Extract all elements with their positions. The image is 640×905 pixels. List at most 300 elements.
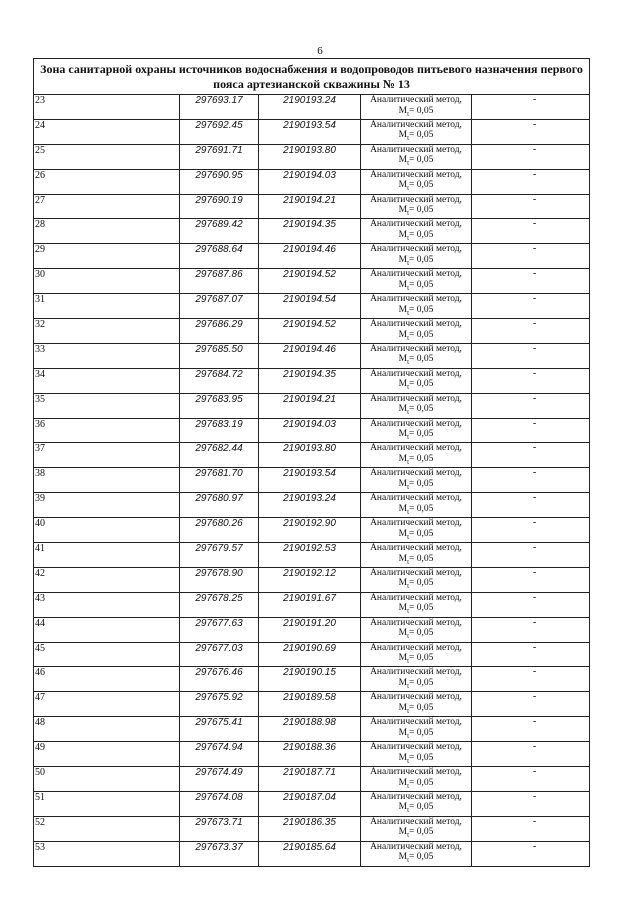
note-cell: - (472, 393, 590, 418)
note-cell: - (472, 269, 590, 294)
table-row (34, 692, 590, 717)
table-row (34, 95, 590, 120)
point-number: 32 (34, 319, 180, 344)
point-number: 52 (34, 816, 180, 841)
table-row (34, 493, 590, 518)
point-number: 38 (34, 468, 180, 493)
table-row (34, 518, 590, 543)
coordinates-table (33, 58, 590, 867)
method-line2 (361, 802, 471, 815)
method-accuracy-symbol: M (398, 229, 408, 240)
method-line1: Аналитический метод, (370, 368, 462, 379)
coordinate-x: 297680.26 (180, 518, 259, 543)
method-cell (361, 667, 472, 692)
method-accuracy-symbol: M (398, 752, 408, 763)
table-row (34, 592, 590, 617)
method-line2 (361, 106, 471, 119)
method-line2 (361, 703, 471, 716)
table-row (34, 418, 590, 443)
point-number: 28 (34, 219, 180, 244)
table-row (34, 194, 590, 219)
method-line1: Аналитический метод, (370, 393, 462, 404)
point-number: 42 (34, 567, 180, 592)
method-line2 (361, 852, 471, 865)
coordinate-y: 2190190.15 (259, 667, 361, 692)
method-cell (361, 493, 472, 518)
method-cell (361, 269, 472, 294)
note-cell: - (472, 493, 590, 518)
note-cell: - (472, 791, 590, 816)
method-cell (361, 368, 472, 393)
method-accuracy-value: = 0,05 (409, 304, 434, 315)
point-number: 26 (34, 169, 180, 194)
method-accuracy-symbol: M (398, 503, 408, 514)
method-line1: Аналитический метод, (370, 144, 462, 155)
method-accuracy-value: = 0,05 (409, 180, 434, 191)
coordinate-y: 2190188.98 (259, 717, 361, 742)
coordinate-y: 2190191.20 (259, 617, 361, 642)
note-cell: - (472, 294, 590, 319)
method-line1: Аналитический метод, (370, 219, 462, 230)
table-row (34, 219, 590, 244)
method-line2 (361, 578, 471, 591)
coordinate-x: 297683.19 (180, 418, 259, 443)
coordinate-x: 297674.08 (180, 791, 259, 816)
table-row (34, 319, 590, 344)
method-cell (361, 95, 472, 120)
coordinate-x: 297681.70 (180, 468, 259, 493)
table-row (34, 269, 590, 294)
method-cell (361, 791, 472, 816)
method-accuracy-value: = 0,05 (409, 105, 434, 116)
method-line1: Аналитический метод, (370, 294, 462, 305)
method-accuracy-symbol: M (398, 852, 408, 863)
method-accuracy-value: = 0,05 (409, 478, 434, 489)
table-row (34, 567, 590, 592)
table-row (34, 343, 590, 368)
method-line1: Аналитический метод, (370, 319, 462, 330)
table-row (34, 244, 590, 269)
point-number: 31 (34, 294, 180, 319)
method-accuracy-symbol: M (398, 802, 408, 813)
method-accuracy-symbol: M (398, 180, 408, 191)
method-accuracy-subscript: t (407, 582, 410, 591)
coordinate-x: 297693.17 (180, 95, 259, 120)
table-row (34, 294, 590, 319)
point-number: 33 (34, 343, 180, 368)
note-cell: - (472, 95, 590, 120)
note-cell: - (472, 219, 590, 244)
note-cell: - (472, 567, 590, 592)
method-accuracy-value: = 0,05 (409, 852, 434, 863)
method-accuracy-subscript: t (407, 607, 410, 616)
coordinate-x: 297679.57 (180, 543, 259, 568)
method-line1: Аналитический метод, (370, 343, 462, 354)
method-accuracy-symbol: M (398, 727, 408, 738)
method-line2 (361, 280, 471, 293)
method-line2 (361, 554, 471, 567)
table-row (34, 816, 590, 841)
method-line1: Аналитический метод, (370, 244, 462, 255)
coordinate-x: 297689.42 (180, 219, 259, 244)
coordinate-y: 2190192.12 (259, 567, 361, 592)
coordinate-y: 2190194.03 (259, 418, 361, 443)
method-line2 (361, 479, 471, 492)
method-accuracy-value: = 0,05 (409, 354, 434, 365)
coordinate-y: 2190193.54 (259, 119, 361, 144)
coordinate-x: 297678.25 (180, 592, 259, 617)
method-line2 (361, 653, 471, 666)
coordinate-y: 2190194.21 (259, 393, 361, 418)
coordinate-y: 2190194.52 (259, 269, 361, 294)
method-accuracy-value: = 0,05 (409, 603, 434, 614)
method-accuracy-symbol: M (398, 304, 408, 315)
method-accuracy-symbol: M (398, 653, 408, 664)
point-number: 35 (34, 393, 180, 418)
point-number: 44 (34, 617, 180, 642)
point-number: 49 (34, 742, 180, 767)
coordinate-y: 2190185.64 (259, 841, 361, 866)
method-cell (361, 567, 472, 592)
method-accuracy-value: = 0,05 (409, 578, 434, 589)
method-accuracy-symbol: M (398, 677, 408, 688)
method-accuracy-value: = 0,05 (409, 229, 434, 240)
note-cell: - (472, 244, 590, 269)
note-cell: - (472, 592, 590, 617)
table-row (34, 791, 590, 816)
method-cell (361, 841, 472, 866)
coordinate-x: 297687.86 (180, 269, 259, 294)
method-accuracy-symbol: M (398, 429, 408, 440)
method-accuracy-symbol: M (398, 329, 408, 340)
note-cell: - (472, 717, 590, 742)
table-row (34, 368, 590, 393)
point-number: 40 (34, 518, 180, 543)
coordinate-y: 2190194.21 (259, 194, 361, 219)
method-line1: Аналитический метод, (370, 692, 462, 703)
method-cell (361, 767, 472, 792)
method-accuracy-value: = 0,05 (409, 653, 434, 664)
method-line1: Аналитический метод, (370, 841, 462, 852)
coordinate-x: 297675.41 (180, 717, 259, 742)
method-accuracy-symbol: M (398, 155, 408, 166)
coordinate-x: 297680.97 (180, 493, 259, 518)
coordinate-y: 2190192.90 (259, 518, 361, 543)
method-accuracy-symbol: M (398, 205, 408, 216)
table-row (34, 169, 590, 194)
method-line1: Аналитический метод, (370, 742, 462, 753)
method-line1: Аналитический метод, (370, 95, 462, 105)
coordinate-y: 2190186.35 (259, 816, 361, 841)
method-line2 (361, 603, 471, 616)
method-line2 (361, 753, 471, 766)
method-accuracy-subscript: t (407, 134, 410, 143)
method-accuracy-value: = 0,05 (409, 205, 434, 216)
method-line1: Аналитический метод, (370, 667, 462, 678)
method-accuracy-subscript: t (407, 482, 410, 491)
coordinate-x: 297677.63 (180, 617, 259, 642)
method-accuracy-subscript: t (407, 731, 410, 740)
method-accuracy-subscript: t (407, 856, 410, 865)
coordinate-x: 297677.03 (180, 642, 259, 667)
coordinate-x: 297688.64 (180, 244, 259, 269)
method-accuracy-value: = 0,05 (409, 827, 434, 838)
method-line2 (361, 728, 471, 741)
method-accuracy-subscript: t (407, 333, 410, 342)
table-title: Зона санитарной охраны источников водоснабжения и водопроводов питьевого назначения первого пояса артезианской скважины № 13 (34, 59, 590, 95)
method-accuracy-value: = 0,05 (409, 254, 434, 265)
method-cell (361, 343, 472, 368)
method-cell (361, 144, 472, 169)
method-line1: Аналитический метод, (370, 269, 462, 280)
method-accuracy-value: = 0,05 (409, 777, 434, 788)
coordinate-x: 297692.45 (180, 119, 259, 144)
method-accuracy-value: = 0,05 (409, 503, 434, 514)
method-line1: Аналитический метод, (370, 767, 462, 778)
method-accuracy-value: = 0,05 (409, 379, 434, 390)
method-line1: Аналитический метод, (370, 169, 462, 180)
method-line1: Аналитический метод, (370, 543, 462, 554)
point-number: 34 (34, 368, 180, 393)
method-line2 (361, 354, 471, 367)
note-cell: - (472, 343, 590, 368)
method-cell (361, 119, 472, 144)
method-line2 (361, 429, 471, 442)
method-line2 (361, 529, 471, 542)
coordinate-x: 297683.95 (180, 393, 259, 418)
method-accuracy-value: = 0,05 (409, 453, 434, 464)
method-accuracy-subscript: t (407, 507, 410, 516)
coordinate-y: 2190194.03 (259, 169, 361, 194)
method-line2 (361, 305, 471, 318)
method-accuracy-subscript: t (407, 706, 410, 715)
method-accuracy-value: = 0,05 (409, 727, 434, 738)
method-line2 (361, 155, 471, 168)
point-number: 41 (34, 543, 180, 568)
point-number: 51 (34, 791, 180, 816)
point-number: 53 (34, 841, 180, 866)
method-line1: Аналитический метод, (370, 567, 462, 578)
note-cell: - (472, 119, 590, 144)
method-line1: Аналитический метод, (370, 493, 462, 504)
coordinate-x: 297678.90 (180, 567, 259, 592)
note-cell: - (472, 667, 590, 692)
method-accuracy-subscript: t (407, 756, 410, 765)
table-row (34, 667, 590, 692)
method-line2 (361, 454, 471, 467)
method-accuracy-symbol: M (398, 553, 408, 564)
method-accuracy-subscript: t (407, 283, 410, 292)
note-cell: - (472, 543, 590, 568)
method-line1: Аналитический метод, (370, 443, 462, 454)
point-number: 29 (34, 244, 180, 269)
method-accuracy-symbol: M (398, 279, 408, 290)
method-accuracy-subscript: t (407, 184, 410, 193)
method-line2 (361, 628, 471, 641)
coordinate-y: 2190193.24 (259, 95, 361, 120)
method-line1: Аналитический метод, (370, 468, 462, 479)
method-cell (361, 642, 472, 667)
method-accuracy-subscript: t (407, 233, 410, 242)
coordinate-y: 2190187.71 (259, 767, 361, 792)
method-accuracy-symbol: M (398, 603, 408, 614)
method-accuracy-value: = 0,05 (409, 702, 434, 713)
method-line1: Аналитический метод, (370, 717, 462, 728)
method-line1: Аналитический метод, (370, 194, 462, 205)
table-row (34, 543, 590, 568)
method-cell (361, 742, 472, 767)
method-cell (361, 543, 472, 568)
method-accuracy-subscript: t (407, 432, 410, 441)
note-cell: - (472, 443, 590, 468)
point-number: 46 (34, 667, 180, 692)
table-row (34, 767, 590, 792)
method-cell (361, 617, 472, 642)
method-line1: Аналитический метод, (370, 518, 462, 529)
method-accuracy-symbol: M (398, 702, 408, 713)
note-cell: - (472, 692, 590, 717)
method-accuracy-value: = 0,05 (409, 429, 434, 440)
note-cell: - (472, 144, 590, 169)
coordinate-x: 297674.94 (180, 742, 259, 767)
method-accuracy-subscript: t (407, 109, 410, 118)
method-accuracy-value: = 0,05 (409, 677, 434, 688)
note-cell: - (472, 767, 590, 792)
method-cell (361, 443, 472, 468)
method-accuracy-symbol: M (398, 404, 408, 415)
method-cell (361, 717, 472, 742)
table-row (34, 393, 590, 418)
method-accuracy-subscript: t (407, 383, 410, 392)
note-cell: - (472, 742, 590, 767)
method-accuracy-subscript: t (407, 159, 410, 168)
method-line2 (361, 404, 471, 417)
method-accuracy-symbol: M (398, 628, 408, 639)
point-number: 39 (34, 493, 180, 518)
method-accuracy-value: = 0,05 (409, 553, 434, 564)
coordinate-y: 2190194.52 (259, 319, 361, 344)
method-line2 (361, 379, 471, 392)
method-accuracy-subscript: t (407, 457, 410, 466)
method-cell (361, 468, 472, 493)
method-accuracy-value: = 0,05 (409, 404, 434, 415)
coordinate-x: 297682.44 (180, 443, 259, 468)
method-cell (361, 418, 472, 443)
method-accuracy-symbol: M (398, 578, 408, 589)
point-number: 50 (34, 767, 180, 792)
method-line1: Аналитический метод, (370, 119, 462, 130)
note-cell: - (472, 418, 590, 443)
method-line1: Аналитический метод, (370, 592, 462, 603)
table-row (34, 841, 590, 866)
method-accuracy-subscript: t (407, 308, 410, 317)
method-accuracy-subscript: t (407, 557, 410, 566)
note-cell: - (472, 169, 590, 194)
note-cell: - (472, 518, 590, 543)
method-accuracy-symbol: M (398, 827, 408, 838)
method-accuracy-subscript: t (407, 806, 410, 815)
method-cell (361, 518, 472, 543)
table-row (34, 617, 590, 642)
method-accuracy-symbol: M (398, 379, 408, 390)
coordinate-x: 297690.19 (180, 194, 259, 219)
point-number: 48 (34, 717, 180, 742)
method-line2 (361, 255, 471, 268)
method-accuracy-symbol: M (398, 478, 408, 489)
note-cell: - (472, 468, 590, 493)
method-accuracy-subscript: t (407, 831, 410, 840)
method-cell (361, 319, 472, 344)
point-number: 37 (34, 443, 180, 468)
coordinate-y: 2190194.35 (259, 368, 361, 393)
method-line1: Аналитический метод, (370, 816, 462, 827)
coordinate-y: 2190190.69 (259, 642, 361, 667)
coordinate-x: 297686.29 (180, 319, 259, 344)
table-row (34, 642, 590, 667)
note-cell: - (472, 841, 590, 866)
method-accuracy-subscript: t (407, 681, 410, 690)
coordinate-y: 2190193.80 (259, 144, 361, 169)
note-cell: - (472, 194, 590, 219)
method-line2 (361, 330, 471, 343)
method-line2 (361, 504, 471, 517)
point-number: 47 (34, 692, 180, 717)
method-accuracy-subscript: t (407, 408, 410, 417)
point-number: 43 (34, 592, 180, 617)
method-cell (361, 393, 472, 418)
method-line1: Аналитический метод, (370, 642, 462, 653)
method-line2 (361, 130, 471, 143)
coordinate-y: 2190188.36 (259, 742, 361, 767)
table-row (34, 119, 590, 144)
coordinate-y: 2190194.46 (259, 244, 361, 269)
coordinate-x: 297685.50 (180, 343, 259, 368)
point-number: 45 (34, 642, 180, 667)
coordinate-y: 2190193.24 (259, 493, 361, 518)
note-cell: - (472, 642, 590, 667)
coordinate-x: 297674.49 (180, 767, 259, 792)
coordinate-x: 297676.46 (180, 667, 259, 692)
method-line1: Аналитический метод, (370, 418, 462, 429)
method-accuracy-value: = 0,05 (409, 802, 434, 813)
table-row (34, 468, 590, 493)
note-cell: - (472, 319, 590, 344)
coordinate-y: 2190192.53 (259, 543, 361, 568)
coordinate-y: 2190189.58 (259, 692, 361, 717)
point-number: 23 (34, 95, 180, 120)
note-cell: - (472, 368, 590, 393)
table-row (34, 144, 590, 169)
point-number: 27 (34, 194, 180, 219)
table-row (34, 717, 590, 742)
coordinate-y: 2190193.80 (259, 443, 361, 468)
method-accuracy-symbol: M (398, 354, 408, 365)
method-line2 (361, 778, 471, 791)
method-cell (361, 294, 472, 319)
coordinate-y: 2190187.04 (259, 791, 361, 816)
method-line2 (361, 230, 471, 243)
point-number: 36 (34, 418, 180, 443)
coordinate-x: 297673.71 (180, 816, 259, 841)
method-cell (361, 244, 472, 269)
method-accuracy-value: = 0,05 (409, 752, 434, 763)
method-accuracy-subscript: t (407, 208, 410, 217)
method-accuracy-subscript: t (407, 258, 410, 267)
method-accuracy-value: = 0,05 (409, 155, 434, 166)
point-number: 30 (34, 269, 180, 294)
method-line2 (361, 205, 471, 218)
method-accuracy-symbol: M (398, 528, 408, 539)
